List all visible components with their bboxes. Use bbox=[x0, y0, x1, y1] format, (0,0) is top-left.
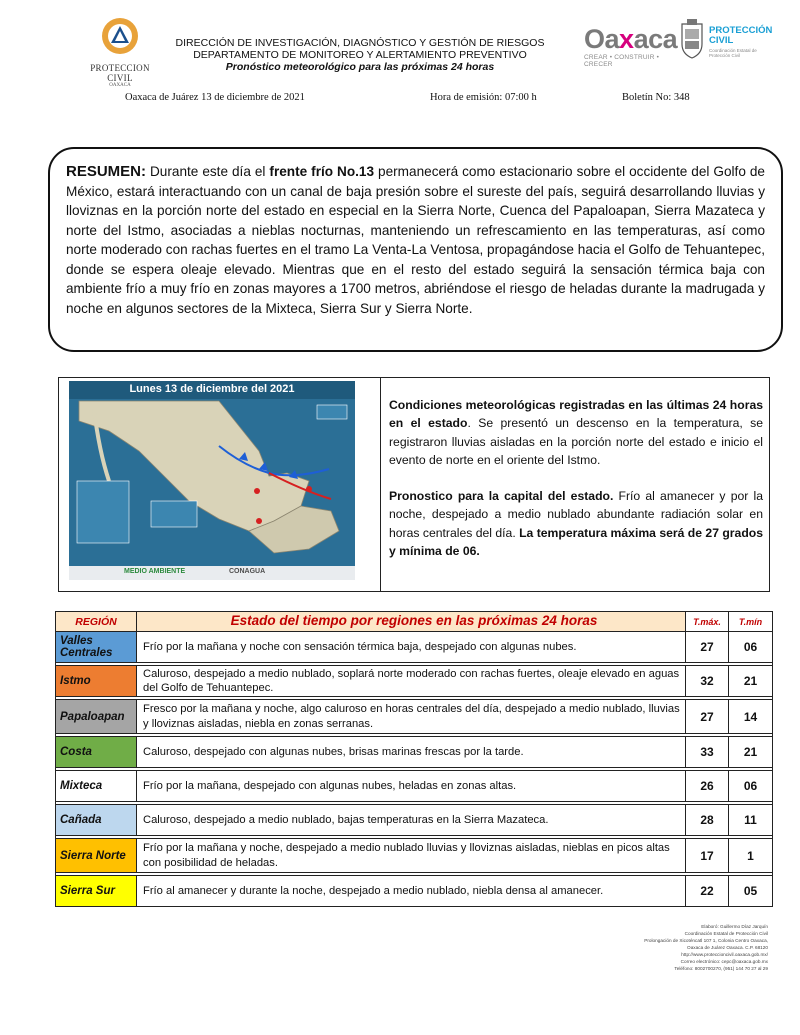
region-tmin: 21 bbox=[743, 674, 758, 688]
issue-date: Oaxaca de Juárez 13 de diciembre de 2021 bbox=[125, 92, 305, 103]
region-tmax: 28 bbox=[686, 805, 729, 835]
region-tmin: 05 bbox=[743, 884, 758, 898]
emission-time: Hora de emisión: 07:00 h bbox=[430, 92, 537, 103]
header-tmin: T.mín bbox=[738, 616, 763, 627]
summary-front-name: frente frío No.13 bbox=[269, 164, 375, 179]
header-line-direction: DIRECCIÓN DE INVESTIGACIÓN, DIAGNÓSTICO Y GESTIÓN DE RIESGOS bbox=[175, 37, 545, 49]
proteccion-civil-state-logo bbox=[709, 25, 773, 58]
oaxaca-wordmark-post: aca bbox=[633, 24, 678, 54]
weather-map bbox=[69, 381, 355, 567]
summary-box bbox=[48, 147, 783, 352]
capital-forecast-title: Pronostico para la capital del estado. bbox=[389, 489, 614, 504]
region-tmax: 33 bbox=[686, 737, 729, 767]
region-row bbox=[55, 737, 773, 768]
weather-map-graphic bbox=[69, 381, 355, 567]
proteccion-civil-name: PROTECCION CIVIL bbox=[90, 63, 150, 83]
footer-line: http://www.proteccioncivil.oaxaca.gob.mx/ bbox=[681, 952, 768, 957]
oaxaca-wordmark-x: x bbox=[619, 24, 634, 54]
region-row bbox=[55, 632, 773, 663]
region-tmax: 32 bbox=[686, 666, 729, 696]
region-forecast: Caluroso, despejado a medio nublado, bajas temperaturas en la Sierra Mazateca. bbox=[137, 805, 686, 835]
proteccion-civil-sub: OAXACA bbox=[109, 83, 131, 88]
conditions-paragraph-capital bbox=[389, 487, 763, 560]
capital-forecast-text: Frío al amanecer y por la noche, despejado a medio nublado abundante radiación solar en horas centrales del día. bbox=[389, 489, 763, 540]
region-tmin: 14 bbox=[743, 709, 758, 724]
oaxaca-wordmark-pre: Oa bbox=[584, 24, 620, 54]
footer-line: Oaxaca de Juárez Oaxaca. C.P. 68120 bbox=[687, 945, 768, 950]
footer-line: Elaboró: Guillermo Díaz Jarquín bbox=[701, 924, 768, 929]
region-tmin: 1 bbox=[747, 848, 754, 863]
region-row bbox=[55, 805, 773, 836]
region-tmax: 27 bbox=[686, 700, 729, 733]
medio-ambiente-logo: MEDIO AMBIENTE bbox=[124, 568, 186, 575]
pc-state-title1: PROTECCIÓN bbox=[709, 25, 773, 36]
proteccion-civil-emblem-icon bbox=[100, 16, 140, 56]
region-row bbox=[55, 700, 773, 734]
regions-table-header bbox=[55, 611, 773, 632]
map-title: Lunes 13 de diciembre del 2021 bbox=[129, 383, 295, 395]
proteccion-civil-logo bbox=[80, 16, 160, 88]
region-tmin: 06 bbox=[743, 779, 758, 793]
region-tmin: 06 bbox=[743, 640, 758, 654]
summary-text-2: permanecerá como estacionario sobre el occidente del Golfo de México, estará interactuando con un canal de baja presión sobre el sureste del país, seguirá desarrollando lluvias y lloviznas en la porción norte del estado en especial en la Sierra Norte, Cuenca del Papaloapan, Sierra Mazateca y norte del Istmo, asociadas a nieblas nocturnas, manteniendo un refrescamiento en las temperaturas, así como norte moderado con rachas fuertes en el tramo La Venta-La Ventosa, propagándose hacia el Golfo de Tehuantepec, donde se espera oleaje elevado. Mientras que en el resto del estado seguirá la sensación térmica baja con ambiente frío a muy frío en zonas mayores a 1700 metros, abriéndose el riesgo de heladas durante la madrugada y noche en algunos sectores de la Mixteca, Sierra Sur y Sierra Norte. bbox=[66, 164, 765, 316]
region-forecast: Caluroso, despejado con algunas nubes, brisas marinas frescas por la tarde. bbox=[137, 737, 686, 767]
oaxaca-tagline: CREAR • CONSTRUIR • CRECER bbox=[584, 54, 660, 68]
footer-contact bbox=[560, 923, 768, 972]
capital-temperature-text: La temperatura máxima será de 27 grados y mínima de 06. bbox=[389, 525, 764, 559]
summary-text-1: Durante este día el bbox=[146, 164, 270, 179]
region-forecast: Fresco por la mañana y noche, algo caluroso en horas centrales del día, despejado a medio nublado, lluvias y lloviznas aisladas, niebla en zonas serranas. bbox=[137, 700, 686, 733]
region-forecast: Frío por la mañana y noche, despejado a medio nublado lluvias y lloviznas aisladas, nieblas en picos altas con posibilidad de heladas. bbox=[137, 839, 686, 872]
region-row bbox=[55, 771, 773, 802]
bulletin-number: Boletín No: 348 bbox=[622, 92, 690, 103]
region-tmax: 17 bbox=[686, 839, 729, 872]
header-region: REGIÓN bbox=[56, 612, 137, 631]
region-name: Papaloapan bbox=[56, 700, 137, 733]
region-name: Valles Centrales bbox=[56, 632, 137, 662]
region-forecast: Frío al amanecer y durante la noche, despejado a medio nublado, niebla densa al amanecer. bbox=[137, 876, 686, 906]
map-footer bbox=[69, 566, 355, 580]
footer-line: Teléfono: 8002700270, (951) 144 70 27 al 29 bbox=[674, 966, 768, 971]
header-tmax: T.máx. bbox=[686, 612, 729, 631]
region-row bbox=[55, 666, 773, 697]
region-tmax: 27 bbox=[686, 632, 729, 662]
footer-line: Correo electrónico: cepc@oaxaca.gob.mx bbox=[680, 959, 768, 964]
conagua-logo: CONAGUA bbox=[229, 568, 266, 575]
region-row bbox=[55, 876, 773, 907]
region-tmax: 26 bbox=[686, 771, 729, 801]
regions-table-body bbox=[55, 632, 773, 907]
conditions-paragraph-recorded bbox=[389, 396, 763, 469]
conditions-recorded-title: Condiciones meteorológicas registradas en las últimas 24 horas en el estado bbox=[389, 398, 763, 431]
region-forecast: Frío por la mañana, despejado con algunas nubes, heladas en zonas altas. bbox=[137, 771, 686, 801]
summary-label: RESUMEN: bbox=[66, 163, 147, 180]
header-line-department: DEPARTAMENTO DE MONITOREO Y ALERTAMIENTO PREVENTIVO bbox=[193, 49, 527, 61]
conditions-recorded-text: . Se presentó un descenso en la temperatura, se registraron lluvias aisladas en la porción norte del estado e inicio el evento de norte en el oriente del Istmo. bbox=[389, 416, 763, 467]
region-name: Mixteca bbox=[56, 771, 137, 801]
region-tmax: 22 bbox=[686, 876, 729, 906]
pc-state-title2: CIVIL bbox=[709, 35, 734, 46]
region-forecast: Frío por la mañana y noche con sensación térmica baja, despejado con algunas nubes. bbox=[137, 632, 686, 662]
header-line-forecast: Pronóstico meteorológico para las próximas 24 horas bbox=[225, 61, 495, 73]
oaxaca-wordmark bbox=[584, 24, 680, 54]
region-name: Sierra Norte bbox=[56, 839, 137, 872]
region-tmin: 11 bbox=[744, 813, 757, 827]
region-name: Sierra Sur bbox=[56, 876, 137, 906]
region-forecast: Caluroso, despejado a medio nublado, soplará norte moderado con rachas fuertes, oleaje elevado en aguas del Golfo de Tehuantepec. bbox=[137, 666, 686, 696]
footer-line: Coordinación Estatal de Protección Civil bbox=[684, 931, 768, 936]
conditions-text bbox=[389, 396, 763, 578]
region-name: Istmo bbox=[56, 666, 137, 696]
regions-table bbox=[55, 611, 773, 907]
conditions-table bbox=[58, 377, 770, 592]
oaxaca-crest-icon bbox=[679, 18, 705, 60]
pc-state-sub: Coordinación Estatal de Protección Civil bbox=[709, 48, 757, 58]
region-tmin: 21 bbox=[743, 745, 758, 759]
footer-line: Prolongación de Xicoténcatl 107 1, Colonia Centro Oaxaca, bbox=[644, 938, 768, 943]
header-forecast: Estado del tiempo por regiones en las próximas 24 horas bbox=[137, 612, 686, 631]
header-title-block bbox=[160, 37, 560, 73]
oaxaca-government-logo bbox=[584, 24, 680, 68]
conditions-divider bbox=[380, 378, 381, 591]
region-name: Costa bbox=[56, 737, 137, 767]
region-row bbox=[55, 839, 773, 873]
region-name: Cañada bbox=[56, 805, 137, 835]
